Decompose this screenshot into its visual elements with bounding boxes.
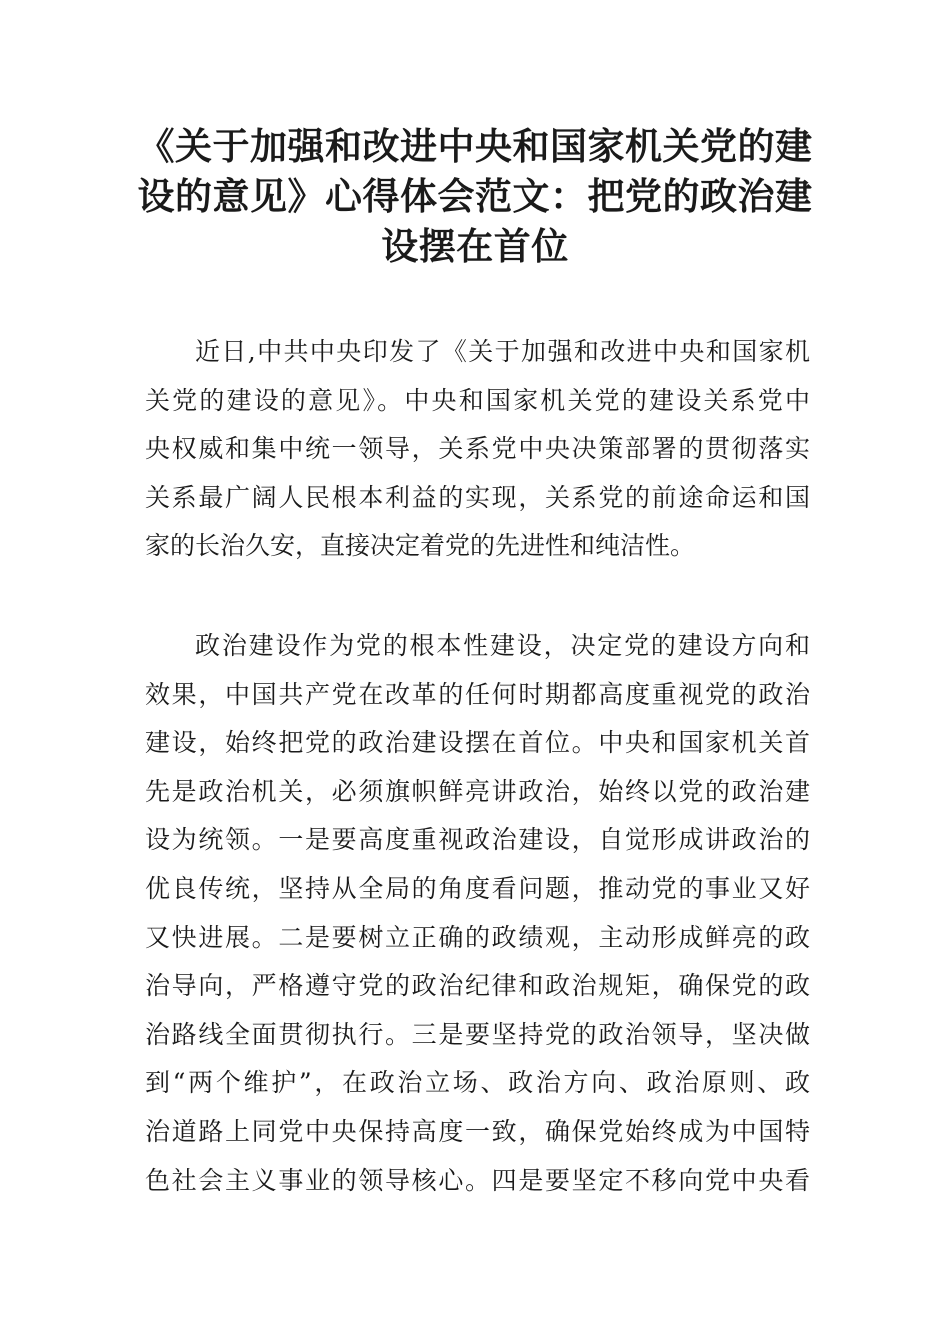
paragraph-line: 到“两个维护”，在政治立场、政治方向、政治原则、政 <box>145 1068 810 1098</box>
title-line: 设摆在首位 <box>381 225 569 268</box>
paragraph-2 <box>145 622 810 1205</box>
paragraph-line: 治道路上同党中央保持高度一致，确保党始终成为中国特 <box>145 1116 810 1146</box>
paragraph-line: 设为统领。一是要高度重视政治建设，自觉形成讲政治的 <box>145 825 810 855</box>
paragraph-line: 建设，始终把党的政治建设摆在首位。中央和国家机关首 <box>145 728 810 758</box>
paragraph-line: 又快进展。二是要树立正确的政绩观，主动形成鲜亮的政 <box>145 922 810 952</box>
paragraph-line: 效果，中国共产党在改革的任何时期都高度重视党的政治 <box>145 679 810 709</box>
paragraph-line: 家的长治久安，直接决定着党的先进性和纯洁性。 <box>145 531 696 561</box>
paragraph-line: 色社会主义事业的领导核心。四是要坚定不移向党中央看 <box>145 1165 810 1195</box>
paragraph-line: 关党的建设的意见》。中央和国家机关党的建设关系党中 <box>145 385 810 415</box>
paragraph-line: 治导向，严格遵守党的政治纪律和政治规矩，确保党的政 <box>145 971 810 1001</box>
document-title <box>120 122 830 272</box>
paragraph-line: 央权威和集中统一领导，关系党中央决策部署的贯彻落实 <box>145 434 810 464</box>
paragraph-line: 先是政治机关，必须旗帜鲜亮讲政治，始终以党的政治建 <box>145 776 810 806</box>
paragraph-1 <box>145 328 810 571</box>
title-line: 设的意见》心得体会范文：把党的政治建 <box>137 175 813 218</box>
paragraph-line: 优良传统，坚持从全局的角度看问题，推动党的事业又好 <box>145 873 810 903</box>
paragraph-line: 关系最广阔人民根本利益的实现，关系党的前途命运和国 <box>145 482 810 512</box>
paragraph-line: 政治建设作为党的根本性建设，决定党的建设方向和 <box>195 631 810 660</box>
paragraph-line: 治路线全面贯彻执行。三是要坚持党的政治领导，坚决做 <box>145 1019 810 1049</box>
title-line: 《关于加强和改进中央和国家机关党的建 <box>137 125 813 168</box>
paragraph-line: 近日,中共中央印发了《关于加强和改进中央和国家机 <box>195 337 810 366</box>
